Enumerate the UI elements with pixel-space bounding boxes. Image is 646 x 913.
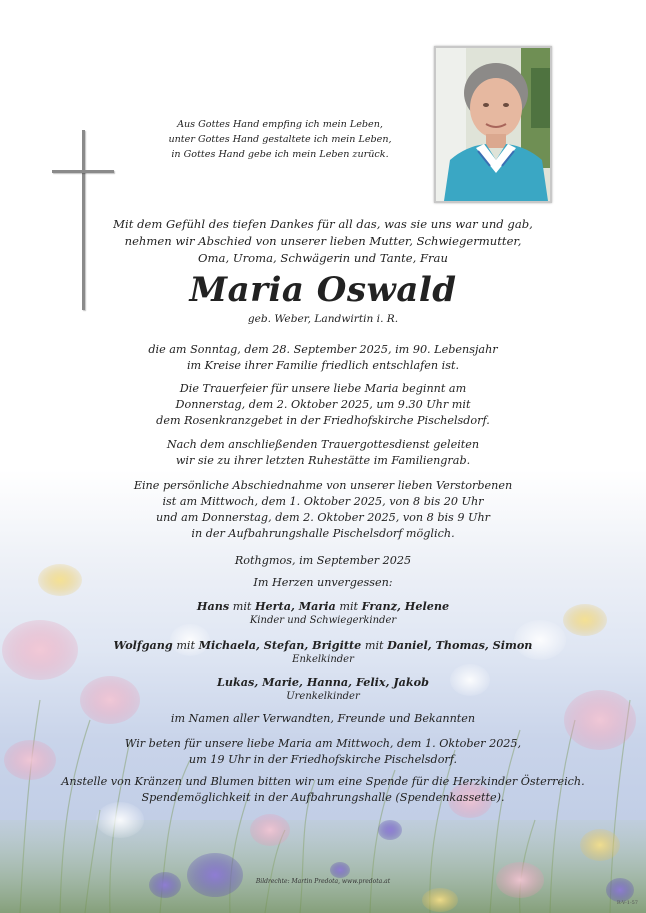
death-notice (0, 342, 646, 374)
document-code: R-V-1-57 (616, 900, 638, 906)
portrait-photo (434, 46, 552, 203)
viewing-line: und am Donnerstag, dem 2. Oktober 2025, von 8 bis 9 Uhr (155, 511, 491, 524)
poem (145, 117, 415, 162)
viewing-info (0, 478, 646, 542)
funeral-line: Die Trauerfeier für unsere liebe Maria beginnt am (179, 382, 467, 395)
cross-horizontal-bar (52, 170, 114, 173)
mit-word: mit (335, 600, 362, 613)
prayer-line: Wir beten für unsere liebe Maria am Mittwoch, dem 1. Oktober 2025, (124, 737, 522, 750)
mit-word: mit (361, 639, 388, 652)
poem-line: in Gottes Hand gebe ich mein Leben zurück. (171, 149, 389, 160)
children-label: Kinder und Schwiegerkinder (249, 615, 397, 626)
intro-line: nehmen wir Abschied von unserer lieben Mutter, Schwiegermutter, (124, 234, 522, 248)
funeral-line: dem Rosenkranzgebet in der Friedhofskirche Pischelsdorf. (156, 414, 490, 427)
donation-line: Anstelle von Kränzen und Blumen bitten wir um eine Spende für die Herzkinder Österreich. (61, 775, 585, 788)
intro-text (0, 216, 646, 267)
funeral-line: Donnerstag, dem 2. Oktober 2025, um 9.30 Uhr mit (175, 398, 471, 411)
poem-line: Aus Gottes Hand empfing ich mein Leben, (177, 119, 383, 130)
burial-info (0, 437, 646, 469)
burial-line: Nach dem anschließenden Trauergottesdienst geleiten (166, 438, 480, 451)
image-credit: Bildrechte: Martin Predota, www.predota.at (255, 878, 391, 885)
grandchildren-label: Enkelkinder (292, 654, 354, 665)
funeral-info (0, 381, 646, 429)
children-names (0, 598, 646, 615)
grandchildren-names (0, 637, 646, 654)
prayer-line: um 19 Uhr in der Friedhofskirche Pischelsdorf. (188, 753, 458, 766)
mit-word: mit (172, 639, 199, 652)
viewing-line: Eine persönliche Abschiednahme von unserer lieben Verstorbenen (133, 479, 513, 492)
poem-line: unter Gottes Hand gestaltete ich mein Leben, (168, 134, 392, 145)
viewing-line: ist am Mittwoch, dem 1. Oktober 2025, von 8 bis 20 Uhr (162, 495, 484, 508)
death-line: die am Sonntag, dem 28. September 2025, im 90. Lebensjahr (148, 343, 498, 356)
birth-name-occupation: geb. Weber, Landwirtin i. R. (247, 313, 399, 325)
children-name-c: Franz, Helene (361, 599, 450, 613)
grandchildren-name-b: Michaela, Stefan, Brigitte (198, 638, 362, 652)
place-date: Rothgmos, im September 2025 (234, 554, 412, 567)
intro-line: Oma, Uroma, Schwägerin und Tante, Frau (198, 251, 448, 265)
relatives-line: im Namen aller Verwandten, Freunde und Bekannten (170, 712, 476, 725)
viewing-line: in der Aufbahrungshalle Pischelsdorf möglich. (191, 527, 455, 540)
children-name-a: Hans (196, 599, 230, 613)
mit-word: mit (229, 600, 255, 613)
intro-line: Mit dem Gefühl des tiefen Dankes für all das, was sie uns war und gab, (113, 217, 533, 231)
death-line: im Kreise ihrer Familie friedlich entschlafen ist. (186, 359, 460, 372)
donation-info (0, 774, 646, 806)
deceased-name: Maria Oswald (189, 270, 457, 310)
grandchildren-name-c: Daniel, Thomas, Simon (387, 638, 533, 652)
grandchildren-name-a: Wolfgang (113, 638, 173, 652)
children-name-b: Herta, Maria (254, 599, 336, 613)
great-grandchildren-names: Lukas, Marie, Hanna, Felix, Jakob (217, 675, 429, 689)
great-grandchildren-label: Urenkelkinder (286, 691, 360, 702)
in-hearts-heading: Im Herzen unvergessen: (253, 576, 393, 589)
prayer-info (0, 736, 646, 768)
portrait-image (436, 48, 550, 201)
donation-line: Spendemöglichkeit in der Aufbahrungshalle (Spendenkassette). (141, 791, 505, 804)
burial-line: wir sie zu ihrer letzten Ruhestätte im Familiengrab. (175, 454, 471, 467)
